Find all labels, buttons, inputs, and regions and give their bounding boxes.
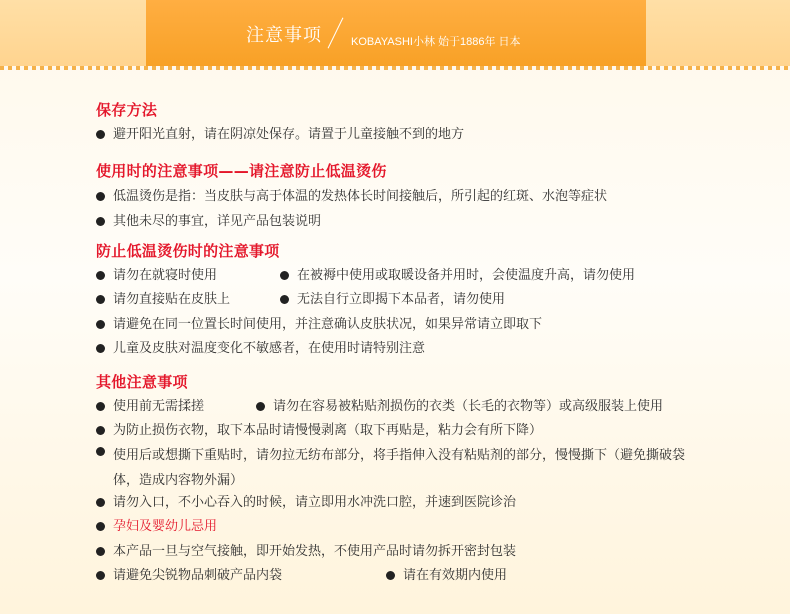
section-title-prevent: 防止低温烫伤时的注意事项	[96, 242, 280, 260]
header-divider	[0, 66, 790, 70]
bullet-icon	[96, 192, 105, 201]
bullet-icon	[96, 402, 105, 411]
bullet-icon	[280, 271, 289, 280]
header-banner	[146, 0, 646, 66]
brand-tagline: KOBAYASHI小林 始于1886年 日本	[351, 36, 521, 48]
bullet-icon	[96, 320, 105, 329]
bullet-icon	[96, 295, 105, 304]
section-title-other: 其他注意事项	[96, 373, 188, 391]
bullet-icon	[256, 402, 265, 411]
bullet-icon	[96, 271, 105, 280]
bullet-icon	[96, 447, 105, 456]
bullet-icon	[96, 547, 105, 556]
bullet-icon	[96, 217, 105, 226]
bullet-icon	[96, 344, 105, 353]
slash-divider	[328, 18, 344, 49]
section-title-storage: 保存方法	[96, 101, 158, 119]
bullet-icon	[96, 571, 105, 580]
bullet-icon	[96, 498, 105, 507]
bullet-icon	[96, 426, 105, 435]
section-title-usage: 使用时的注意事项——请注意防止低温烫伤	[96, 162, 387, 180]
page-title: 注意事项	[246, 25, 322, 46]
bullet-icon	[96, 130, 105, 139]
bullet-icon	[96, 522, 105, 531]
bullet-icon	[280, 295, 289, 304]
bullet-icon	[386, 571, 395, 580]
